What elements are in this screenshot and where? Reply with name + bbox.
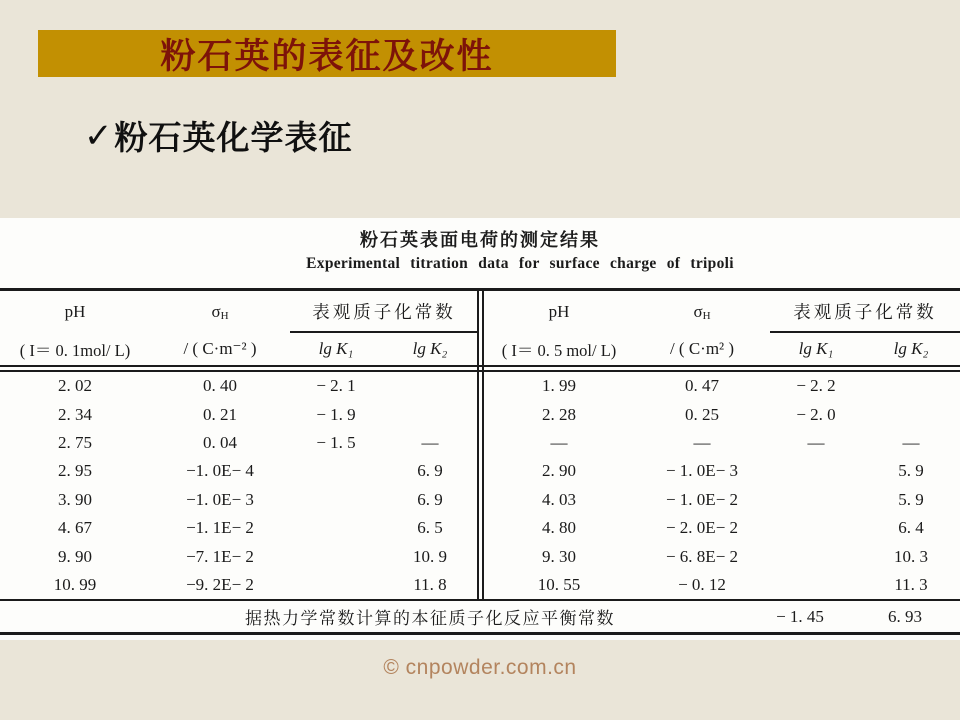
table-cell: 2. 02 <box>58 376 92 396</box>
table-title-zh: 粉石英表面电荷的测定结果 <box>360 230 600 250</box>
table-cell: − 2. 0E− 2 <box>665 518 739 538</box>
table-cell: − 1. 0E− 3 <box>665 461 739 481</box>
table-cell: 2. 95 <box>58 461 92 481</box>
table-cell <box>382 400 478 428</box>
col-header-ph-right: pH <box>548 302 570 321</box>
table-cell: 1. 99 <box>542 376 576 396</box>
table-cell: 4. 67 <box>58 518 92 538</box>
table-cell: 10. 9 <box>413 546 447 566</box>
table-row <box>484 372 960 400</box>
table-cell: 11. 3 <box>894 574 928 594</box>
table-cell: − 2. 0 <box>796 404 836 424</box>
table-cell: 10. 3 <box>894 546 928 566</box>
table-cell <box>290 571 382 599</box>
table-row <box>484 542 960 570</box>
table-cell <box>770 486 862 514</box>
col-header-lgk1-right: lg K₁ <box>798 339 834 358</box>
table-center-divider <box>477 291 484 601</box>
table-cell: 6. 4 <box>898 518 924 538</box>
table-row <box>0 429 478 457</box>
table-cell <box>862 400 960 428</box>
table-cell: — <box>421 432 439 452</box>
table-row <box>0 571 478 599</box>
table-cell: — <box>902 432 920 452</box>
table-row <box>484 457 960 485</box>
col-header-ph-condition-left: ( I＝ 0. 1mol/ L) <box>19 341 131 360</box>
table-body-left <box>0 372 478 599</box>
table-row <box>484 400 960 428</box>
bullet-label: 粉石英化学表征 <box>114 119 353 156</box>
table-cell: 6. 9 <box>417 489 443 509</box>
table-cell: −1. 0E− 4 <box>186 461 254 481</box>
table-cell: 9. 90 <box>58 546 92 566</box>
table-cell: 6. 9 <box>417 461 443 481</box>
table-cell: 10. 99 <box>53 574 97 594</box>
table-cell: — <box>693 432 711 452</box>
table-row <box>0 514 478 542</box>
table-cell: − 1. 0E− 2 <box>665 489 739 509</box>
table-row <box>484 429 960 457</box>
table-cell: 10. 55 <box>537 574 581 594</box>
table-cell: 0. 47 <box>685 376 719 396</box>
table-cell: 6. 5 <box>417 518 443 538</box>
checkmark-icon: ✓ <box>84 116 113 155</box>
col-header-ph-condition-right: ( I＝ 0. 5 mol/ L) <box>501 341 617 360</box>
col-header-lgk2-right: lg K₂ <box>893 339 929 358</box>
table-panel <box>0 218 960 640</box>
table-cell: 0. 04 <box>203 432 237 452</box>
table-footer-row <box>0 599 960 635</box>
table-row <box>0 400 478 428</box>
table-cell: 2. 75 <box>58 432 92 452</box>
table-cell: — <box>550 432 568 452</box>
col-header-apparent-right: 表观质子化常数 <box>770 291 960 333</box>
table-cell <box>770 571 862 599</box>
table-row <box>0 486 478 514</box>
sigma-symbol: σ <box>211 302 221 321</box>
table-cell: − 1. 5 <box>316 432 356 452</box>
table-cell: 5. 9 <box>898 489 924 509</box>
table-cell <box>382 372 478 400</box>
table-cell: 3. 90 <box>58 489 92 509</box>
table-cell <box>290 514 382 542</box>
table-cell: − 2. 2 <box>796 376 836 396</box>
col-header-sigma-left <box>150 291 290 333</box>
table-cell: 5. 9 <box>898 461 924 481</box>
table-row <box>0 542 478 570</box>
table-cell: 4. 03 <box>542 489 576 509</box>
table-cell: 2. 28 <box>542 404 576 424</box>
table-body-right <box>484 372 960 599</box>
table-cell: 9. 30 <box>542 546 576 566</box>
table-title-en: Experimental titration data for surface charge of tripoli <box>306 255 734 272</box>
table-cell: −1. 0E− 3 <box>186 489 254 509</box>
bullet-item <box>84 112 353 159</box>
table-cell: −1. 1E− 2 <box>186 518 254 538</box>
table-row <box>0 372 478 400</box>
table-cell <box>290 486 382 514</box>
table-cell: — <box>807 432 825 452</box>
table-cell: − 2. 1 <box>316 376 356 396</box>
table-cell <box>770 542 862 570</box>
col-header-lgk2-left: lg K₂ <box>412 339 448 358</box>
footer-lgk1-value: − 1. 45 <box>776 606 824 626</box>
data-table <box>0 288 960 635</box>
table-cell: 11. 8 <box>413 574 447 594</box>
table-cell <box>290 457 382 485</box>
table-cell: 2. 34 <box>58 404 92 424</box>
table-cell: 0. 21 <box>203 404 237 424</box>
slide-title: 粉石英的表征及改性 <box>160 36 494 76</box>
table-cell: −9. 2E− 2 <box>186 574 254 594</box>
slide-title-bar <box>38 30 616 77</box>
table-cell: −7. 1E− 2 <box>186 546 254 566</box>
table-cell: 2. 90 <box>542 461 576 481</box>
table-cell <box>862 372 960 400</box>
table-row <box>484 571 960 599</box>
table-cell: − 0. 12 <box>678 574 726 594</box>
table-row <box>484 514 960 542</box>
table-cell <box>290 542 382 570</box>
sigma-subscript: H <box>220 309 229 322</box>
table-cell: − 1. 9 <box>316 404 356 424</box>
sigma-symbol: σ <box>693 302 703 321</box>
table-cell: 4. 80 <box>542 518 576 538</box>
col-header-lgk1-left: lg K₁ <box>318 339 354 358</box>
table-cell <box>770 457 862 485</box>
col-header-ph-left: pH <box>64 302 86 321</box>
table-row <box>484 486 960 514</box>
col-header-sigma-unit-left: / ( C·m⁻² ) <box>183 339 257 358</box>
col-header-apparent-left: 表观质子化常数 <box>290 291 478 333</box>
table-cell: 0. 40 <box>203 376 237 396</box>
table-cell <box>770 514 862 542</box>
watermark: © cnpowder.com.cn <box>383 656 577 679</box>
col-header-sigma-unit-right: / ( C·m² ) <box>669 339 735 358</box>
table-row <box>0 457 478 485</box>
table-cell: 0. 25 <box>685 404 719 424</box>
sigma-subscript: H <box>702 309 711 322</box>
footer-label: 据热力学常数计算的本征质子化反应平衡常数 <box>245 609 615 629</box>
table-cell: − 6. 8E− 2 <box>665 546 739 566</box>
footer-lgk2-value: 6. 93 <box>888 606 922 626</box>
col-header-sigma-right <box>634 291 770 333</box>
